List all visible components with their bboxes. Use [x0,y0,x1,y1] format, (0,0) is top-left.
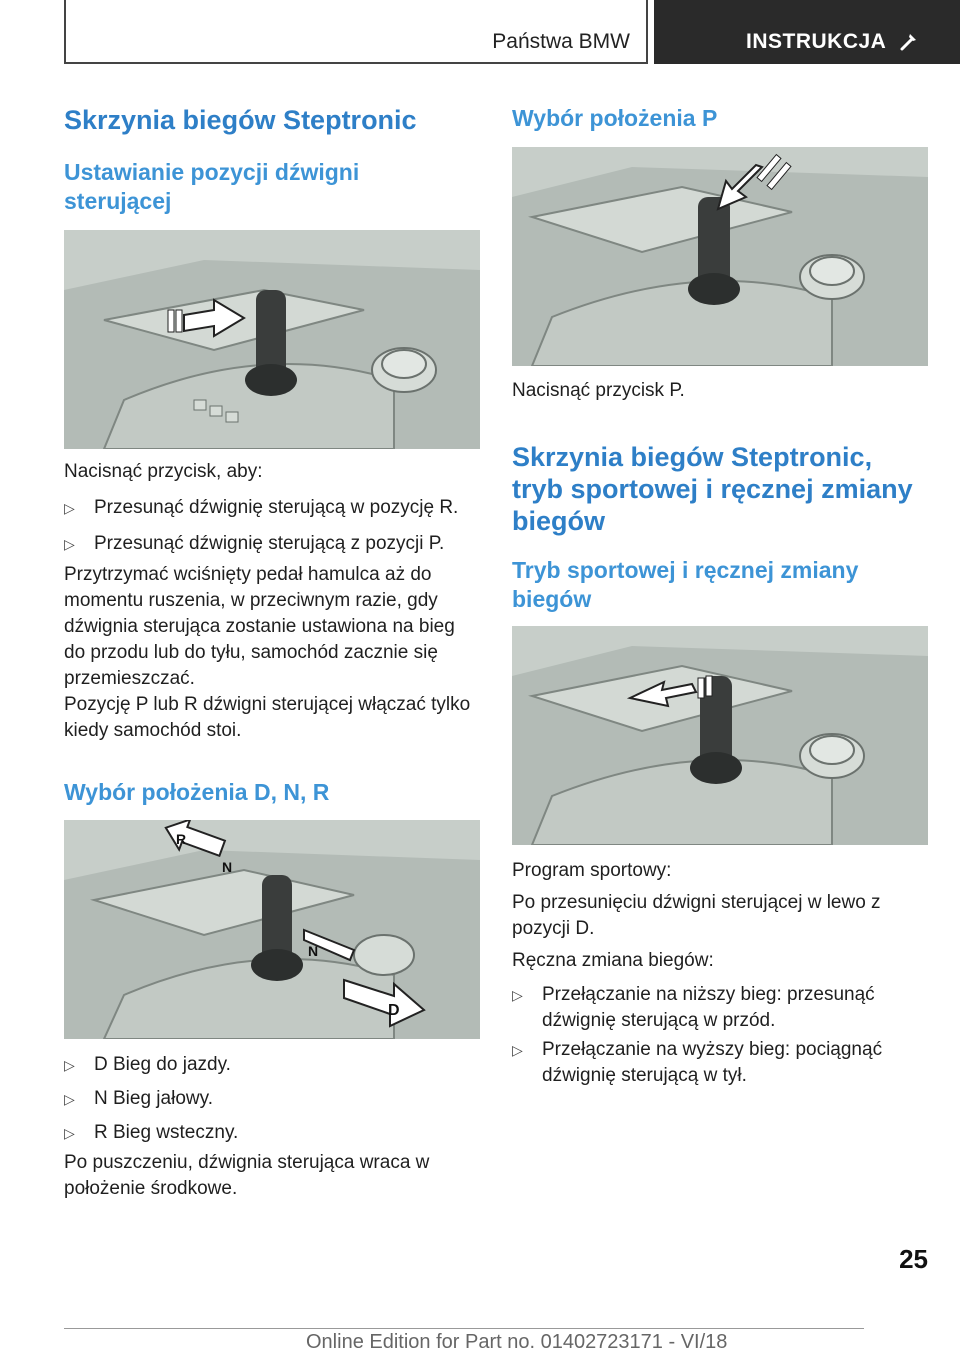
subsection-title-dnr: Wybór położenia D, N, R [64,779,330,805]
triangle-bullet-icon: ▷ [64,1091,75,1107]
paragraph-return-center: Po puszczeniu, dźwignia sterująca wraca w położenie środkowe. [64,1152,430,1199]
figure-label-n-lower: N [308,943,319,959]
figure-label-d: D [388,1002,400,1019]
header-section-title: Państwa BMW [492,30,630,53]
footer-divider [64,1328,864,1329]
figure-label-n-upper: N [222,859,233,875]
triangle-bullet-icon: ▷ [64,500,75,516]
triangle-bullet-icon: ▷ [512,1042,523,1058]
figure-park-button [512,147,928,366]
subsection-title-sport-manual: Tryb sportowej i ręcznej zmiany biegów [512,557,859,612]
header-section-box [64,0,648,64]
paragraph-vehicle-stationary: Pozycję P lub R dźwigni sterującej włączać tylko kiedy samochód stoi. [64,694,471,741]
manual-shift-label: Ręczna zmiana biegów: [512,950,714,971]
sport-program-label: Program sportowy: [512,860,672,881]
page-number: 25 [899,1244,928,1274]
figure-sport-mode [512,626,928,845]
subsection-title-lever-position: Ustawianie pozycji dźwigni sterującej [64,159,360,214]
wrench-icon [898,30,920,52]
section-title-sport-manual: Skrzynia biegów Steptronic, tryb sportowej i ręcznej zmiany biegów [512,442,913,536]
figure-label-r: R [176,831,187,847]
park-instruction: Nacisnąć przycisk P. [512,380,685,401]
intro-text: Nacisnąć przycisk, aby: [64,461,263,482]
subsection-title-park: Wybór położenia P [512,105,718,131]
triangle-bullet-icon: ▷ [64,1057,75,1073]
header-chapter-box [654,0,960,64]
figure-lever-button [64,230,480,449]
triangle-bullet-icon: ▷ [64,1125,75,1141]
section-title-steptronic: Skrzynia biegów Steptronic [64,105,417,135]
triangle-bullet-icon: ▷ [512,987,523,1003]
triangle-bullet-icon: ▷ [64,536,75,552]
paragraph-brake-warning: Przytrzymać wciśnięty pedał hamulca aż do momentu ruszenia, w przeciwnym razie, gdy dźwignia sterująca zostanie ustawiona na bieg do przodu lub do tyłu, samochód zacznie się przemieszczać. [64,564,455,689]
header-chapter-title: INSTRUKCJA [746,30,887,53]
sport-program-text: Po przesunięciu dźwigni sterującej w lewo z pozycji D. [512,892,881,939]
footer-edition: Online Edition for Part no. 01402723171 - VI/18 [306,1331,728,1353]
figure-dnr-positions [64,820,480,1039]
